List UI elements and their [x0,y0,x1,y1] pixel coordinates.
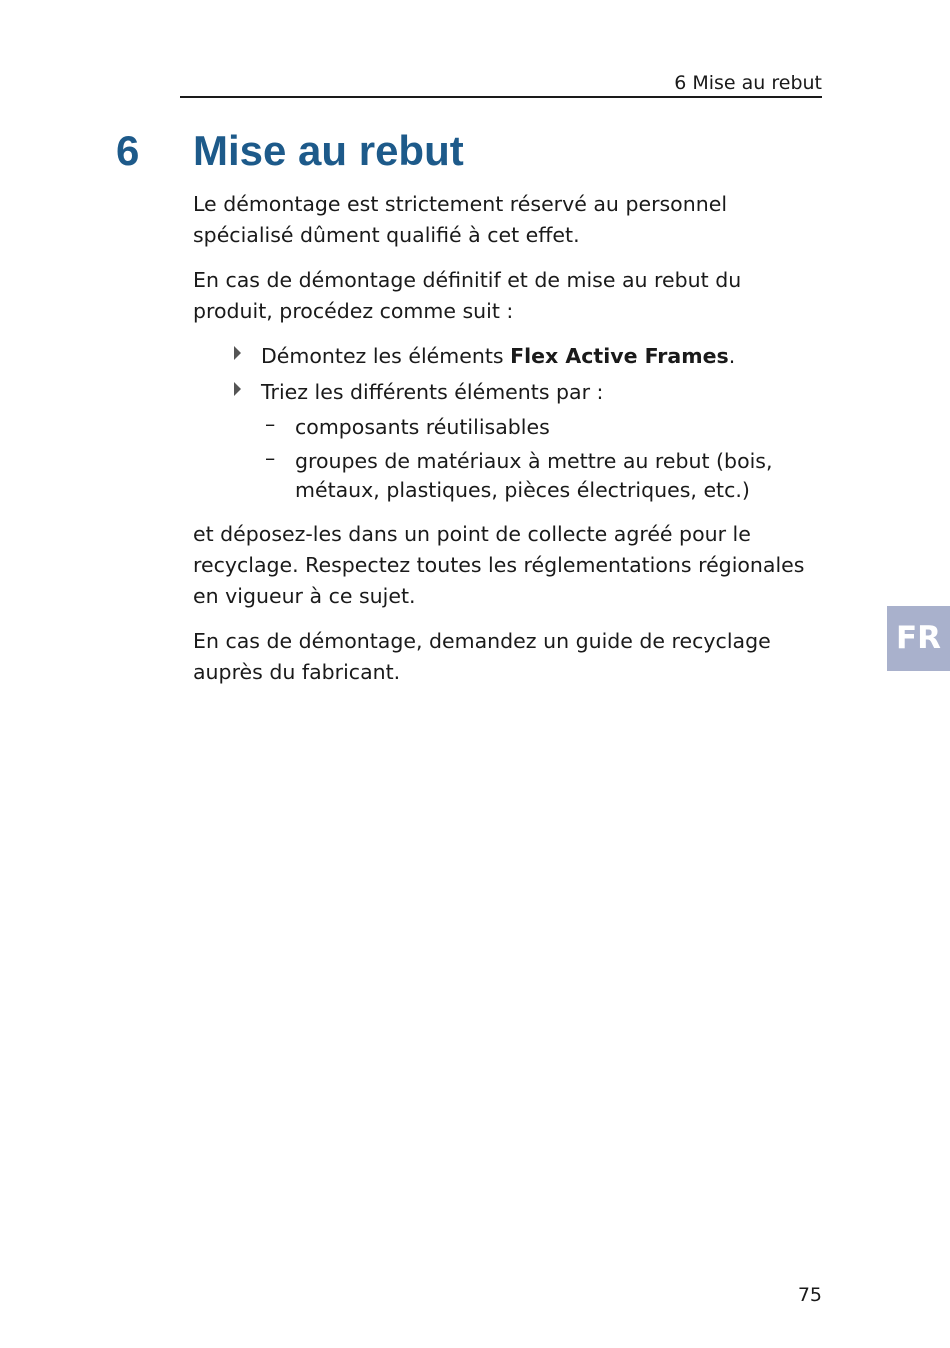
sort-category-text: groupes de matériaux à mettre au rebut (bois, métaux, plastiques, pièces électriques, etc.) [295,449,773,502]
paragraph-procedure: En cas de démontage définitif et de mise au rebut du produit, procédez comme suit : [193,268,742,323]
chapter-number: 6 [116,127,140,174]
dash-bullet-icon: – [265,412,276,436]
paragraph-recycling-guide: En cas de démontage, demandez un guide de recyclage auprès du fabricant. [193,629,771,684]
paragraph-intro: Le démontage est strictement réservé au personnel spécialisé dûment qualifié à cet effet. [193,192,728,247]
step-text: Démontez les éléments [261,344,511,368]
paragraph-collection: et déposez-les dans un point de collecte agréé pour le recyclage. Respectez toutes les réglementations régionales en vigueur à ce sujet. [193,522,805,608]
dash-bullet-icon: – [265,446,276,470]
chapter-title: Mise au rebut [193,127,464,174]
chapter-content [193,189,818,702]
step-punctuation: . [728,344,736,368]
step-item-dismantle [261,341,818,372]
step-item-sort [261,377,818,505]
sort-category-item [265,446,818,505]
triangle-bullet-icon [234,382,241,396]
step-text: Triez les différents éléments par : [261,380,604,404]
page-number: 75 [797,1284,822,1306]
product-name: Flex Active Frames [510,344,729,368]
triangle-bullet-icon [234,346,241,360]
running-header-title: 6 Mise au rebut [674,72,822,94]
sort-category-list [261,413,818,505]
running-header [180,72,822,98]
sort-category-item [265,412,818,442]
sort-category-text: composants réutilisables [295,415,550,439]
language-tab-fr: FR [887,606,950,671]
step-list [193,341,818,505]
